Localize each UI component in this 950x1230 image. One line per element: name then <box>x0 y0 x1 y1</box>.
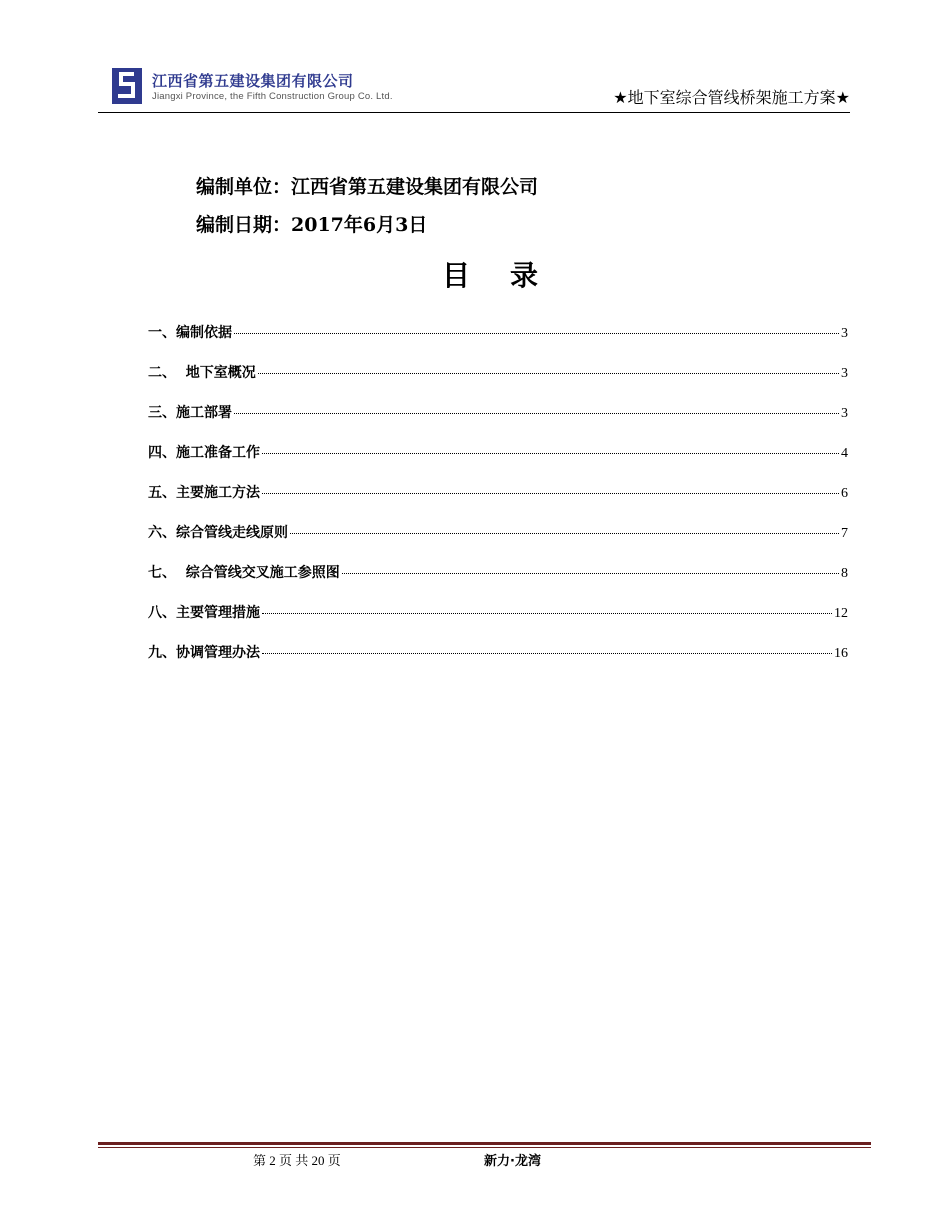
toc-entry-label: 六、综合管线走线原则 <box>148 525 288 541</box>
toc-entry-label: 一、编制依据 <box>148 325 232 341</box>
toc-dot-leader <box>262 613 832 614</box>
table-of-contents <box>148 322 848 682</box>
compiling-date: 编制日期：2017年6月3日 <box>196 214 428 236</box>
toc-entry-label: 四、施工准备工作 <box>148 445 260 461</box>
toc-entry-page: 8 <box>841 566 848 581</box>
toc-entry-page: 3 <box>841 366 848 381</box>
toc-entry-page: 6 <box>841 486 848 501</box>
compiling-unit: 编制单位：江西省第五建设集团有限公司 <box>196 176 539 198</box>
toc-entry[interactable] <box>148 442 848 482</box>
toc-entry[interactable] <box>148 602 848 642</box>
toc-dot-leader <box>234 333 839 334</box>
toc-dot-leader <box>234 413 839 414</box>
toc-entry-label: 七、 综合管线交叉施工参照图 <box>148 565 340 581</box>
toc-entry-label: 三、施工部署 <box>148 405 232 421</box>
company-name-cn: 江西省第五建设集团有限公司 <box>152 72 354 90</box>
company-logo-icon <box>112 68 142 104</box>
toc-entry-label: 八、主要管理措施 <box>148 605 260 621</box>
toc-entry-page: 4 <box>841 446 848 461</box>
footer-page-info: 第 2 页 共 20 页 <box>253 1153 341 1168</box>
footer-divider-thin <box>98 1147 871 1148</box>
toc-entry-label: 五、主要施工方法 <box>148 485 260 501</box>
toc-entry[interactable] <box>148 482 848 522</box>
toc-dot-leader <box>262 493 839 494</box>
toc-entry[interactable] <box>148 562 848 602</box>
toc-entry[interactable] <box>148 522 848 562</box>
company-name-en: Jiangxi Province, the Fifth Construction Group Co. Ltd. <box>152 91 393 102</box>
toc-entry-page: 12 <box>834 606 848 621</box>
footer-divider-thick <box>98 1142 871 1145</box>
footer-project-name: 新力·龙湾 <box>484 1154 541 1169</box>
document-title: ★地下室综合管线桥架施工方案★ <box>613 88 850 107</box>
toc-entry-label: 九、协调管理办法 <box>148 645 260 661</box>
toc-entry[interactable] <box>148 402 848 442</box>
page-header <box>98 62 850 113</box>
toc-dot-leader <box>290 533 839 534</box>
toc-entry[interactable] <box>148 322 848 362</box>
toc-dot-leader <box>262 453 839 454</box>
toc-entry-page: 3 <box>841 326 848 341</box>
toc-dot-leader <box>262 653 832 654</box>
toc-entry-page: 16 <box>834 646 848 661</box>
toc-title: 目录 <box>441 259 578 292</box>
toc-entry[interactable] <box>148 642 848 682</box>
toc-dot-leader <box>342 573 839 574</box>
toc-entry-page: 7 <box>841 526 848 541</box>
toc-entry-label: 二、 地下室概况 <box>148 365 256 381</box>
toc-entry[interactable] <box>148 362 848 402</box>
toc-dot-leader <box>258 373 839 374</box>
toc-entry-page: 3 <box>841 406 848 421</box>
